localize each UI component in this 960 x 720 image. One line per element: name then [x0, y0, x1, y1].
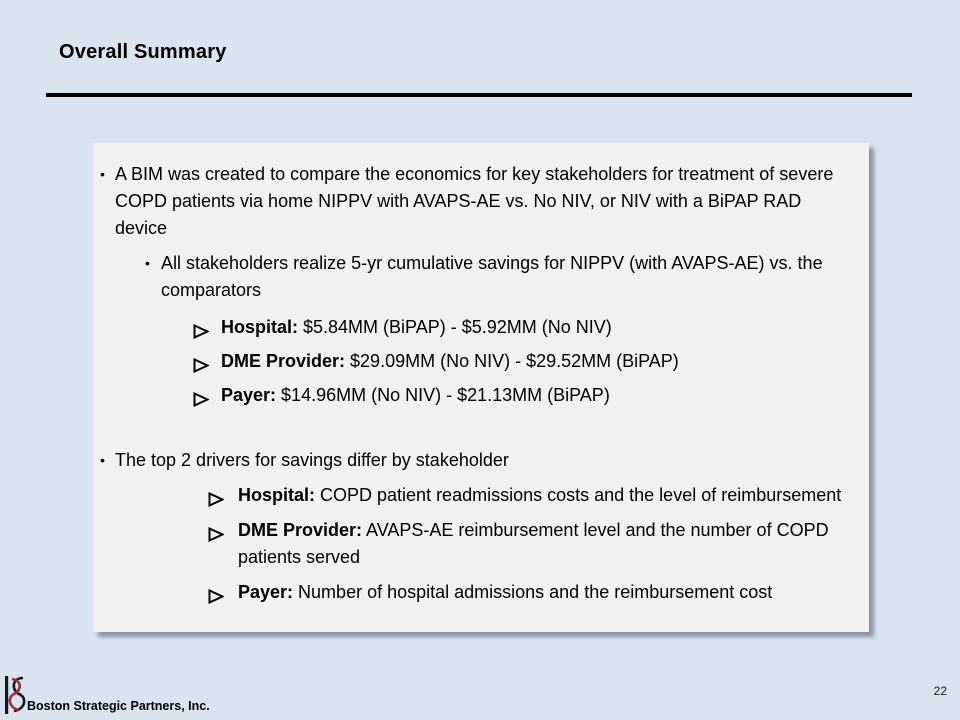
arrow-bullet-icon [193, 354, 209, 381]
page-title: Overall Summary [59, 41, 227, 63]
arrow-bullet-icon [193, 320, 209, 347]
bullet-icon: • [100, 452, 105, 468]
arrow-bullet-icon [208, 488, 224, 515]
savings-item-dme-provider [93, 348, 853, 375]
bullet-text: A BIM was created to compare the economics for key stakeholders for treatment of severe COPD patients via home NIPPV with AVAPS-AE vs. No NIV, or NIV with a BiPAP RAD device [115, 164, 834, 238]
stakeholder-label: DME Provider: [238, 520, 363, 540]
title-divider [46, 93, 912, 97]
driver-item-payer [93, 579, 853, 606]
page-number: 22 [933, 684, 947, 698]
driver-text: AVAPS-AE reimbursement level and the number of COPD patients served [238, 520, 829, 567]
summary-content-box [93, 143, 869, 632]
arrow-bullet-icon [193, 388, 209, 415]
bullet-text: All stakeholders realize 5-yr cumulative savings for NIPPV (with AVAPS-AE) vs. the comparators [161, 253, 823, 300]
footer-company-name: Boston Strategic Partners, Inc. [27, 699, 210, 713]
stakeholder-label: Payer: [238, 582, 294, 602]
savings-value: $29.09MM (No NIV) - $29.52MM (BiPAP) [345, 351, 679, 371]
driver-text: Number of hospital admissions and the reimbursement cost [293, 582, 773, 602]
arrow-bullet-icon [208, 585, 224, 612]
bullet-text: The top 2 drivers for savings differ by stakeholder [115, 450, 509, 470]
bullet-item-top-drivers [93, 447, 853, 474]
savings-item-hospital [93, 314, 853, 341]
driver-item-hospital [93, 482, 853, 509]
driver-text: COPD patient readmissions costs and the level of reimbursement [315, 485, 842, 505]
bullet-item-bim-overview [93, 161, 853, 242]
stakeholder-label: Hospital: [221, 317, 299, 337]
savings-value: $5.84MM (BiPAP) - $5.92MM (No NIV) [298, 317, 612, 337]
arrow-bullet-icon [208, 523, 224, 550]
stakeholder-label: Payer: [221, 385, 277, 405]
driver-item-dme-provider [93, 517, 853, 571]
bullet-icon: • [145, 255, 150, 271]
stakeholder-label: DME Provider: [221, 351, 346, 371]
savings-item-payer [93, 382, 853, 409]
stakeholder-label: Hospital: [238, 485, 316, 505]
bullet-item-stakeholder-savings [93, 250, 853, 304]
bullet-icon: • [100, 166, 105, 182]
company-logo-icon [4, 675, 28, 715]
savings-value: $14.96MM (No NIV) - $21.13MM (BiPAP) [276, 385, 610, 405]
